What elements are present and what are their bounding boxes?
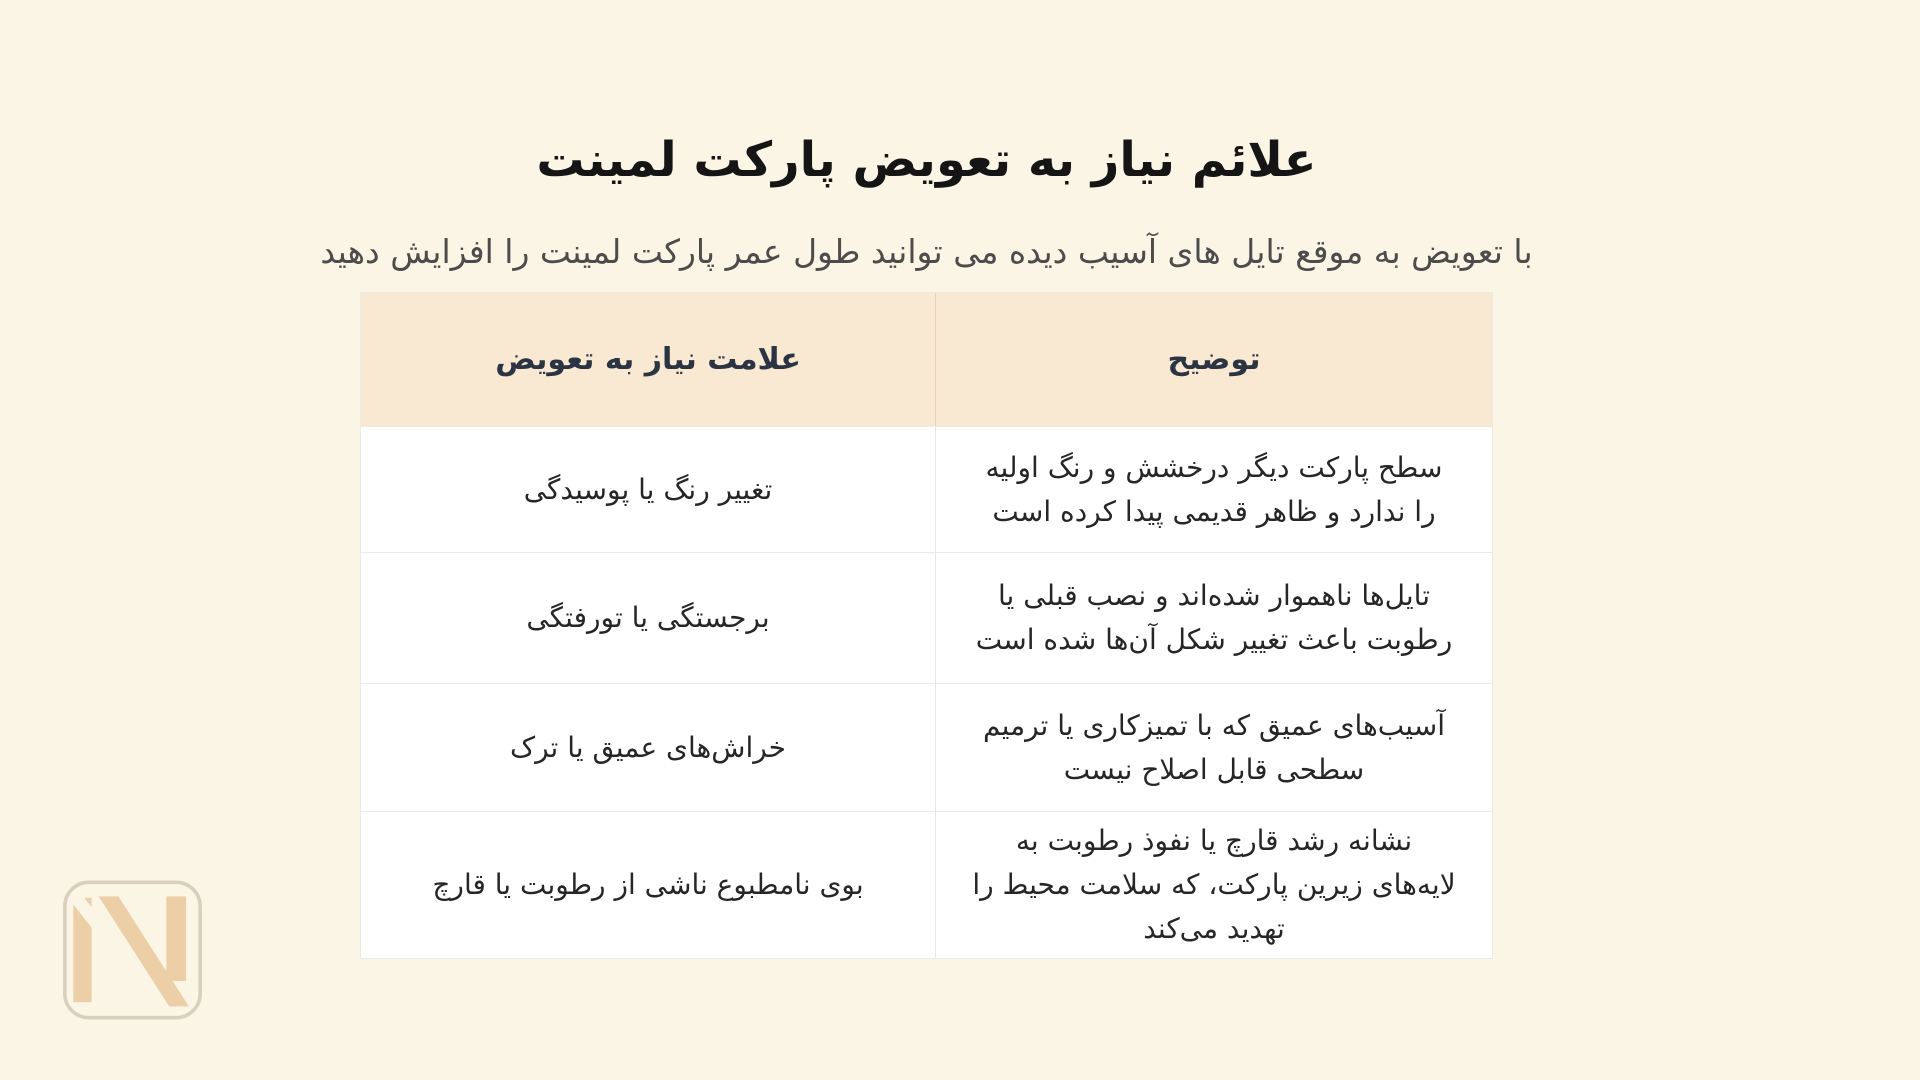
table-row: [361, 683, 1492, 811]
table-row: [361, 552, 1492, 683]
cell-sign: تغییر رنگ یا پوسیدگی: [361, 427, 936, 552]
page-title: علائم نیاز به تعویض پارکت لمینت: [536, 132, 1317, 189]
table-row: [361, 811, 1492, 958]
cell-sign: خراش‌های عمیق یا ترک: [361, 684, 936, 811]
header-cell-description: توضیح: [1167, 342, 1261, 377]
cell-sign: بوی نامطبوع ناشی از رطوبت یا قارچ: [361, 812, 936, 958]
cell-description: آسیب‌های عمیق که با تمیزکاری یا ترمیم سطحی قابل اصلاح نیست: [983, 708, 1445, 786]
table-row: [361, 426, 1492, 552]
replacement-signs-table: [360, 292, 1493, 959]
brand-logo: [62, 878, 203, 1022]
page-subtitle: با تعویض به موقع تایل های آسیب دیده می توانید طول عمر پارکت لمینت را افزایش دهید: [320, 232, 1533, 271]
header-cell-sign: علامت نیاز به تعویض: [361, 293, 936, 426]
cell-description: نشانه رشد قارچ یا نفوذ رطوبت به لایه‌های زیرین پارکت، که سلامت محیط را تهدید می‌کند: [972, 824, 1456, 945]
table-header-row: [361, 293, 1492, 426]
cell-sign: برجستگی یا تورفتگی: [361, 553, 936, 683]
cell-description: تایل‌ها ناهموار شده‌اند و نصب قبلی یا رطوبت باعث تغییر شکل آن‌ها شده است: [975, 579, 1453, 656]
cell-description: سطح پارکت دیگر درخشش و رنگ اولیه را ندارد و ظاهر قدیمی پیدا کرده است: [985, 450, 1443, 528]
n-monogram-icon: [62, 878, 203, 1022]
